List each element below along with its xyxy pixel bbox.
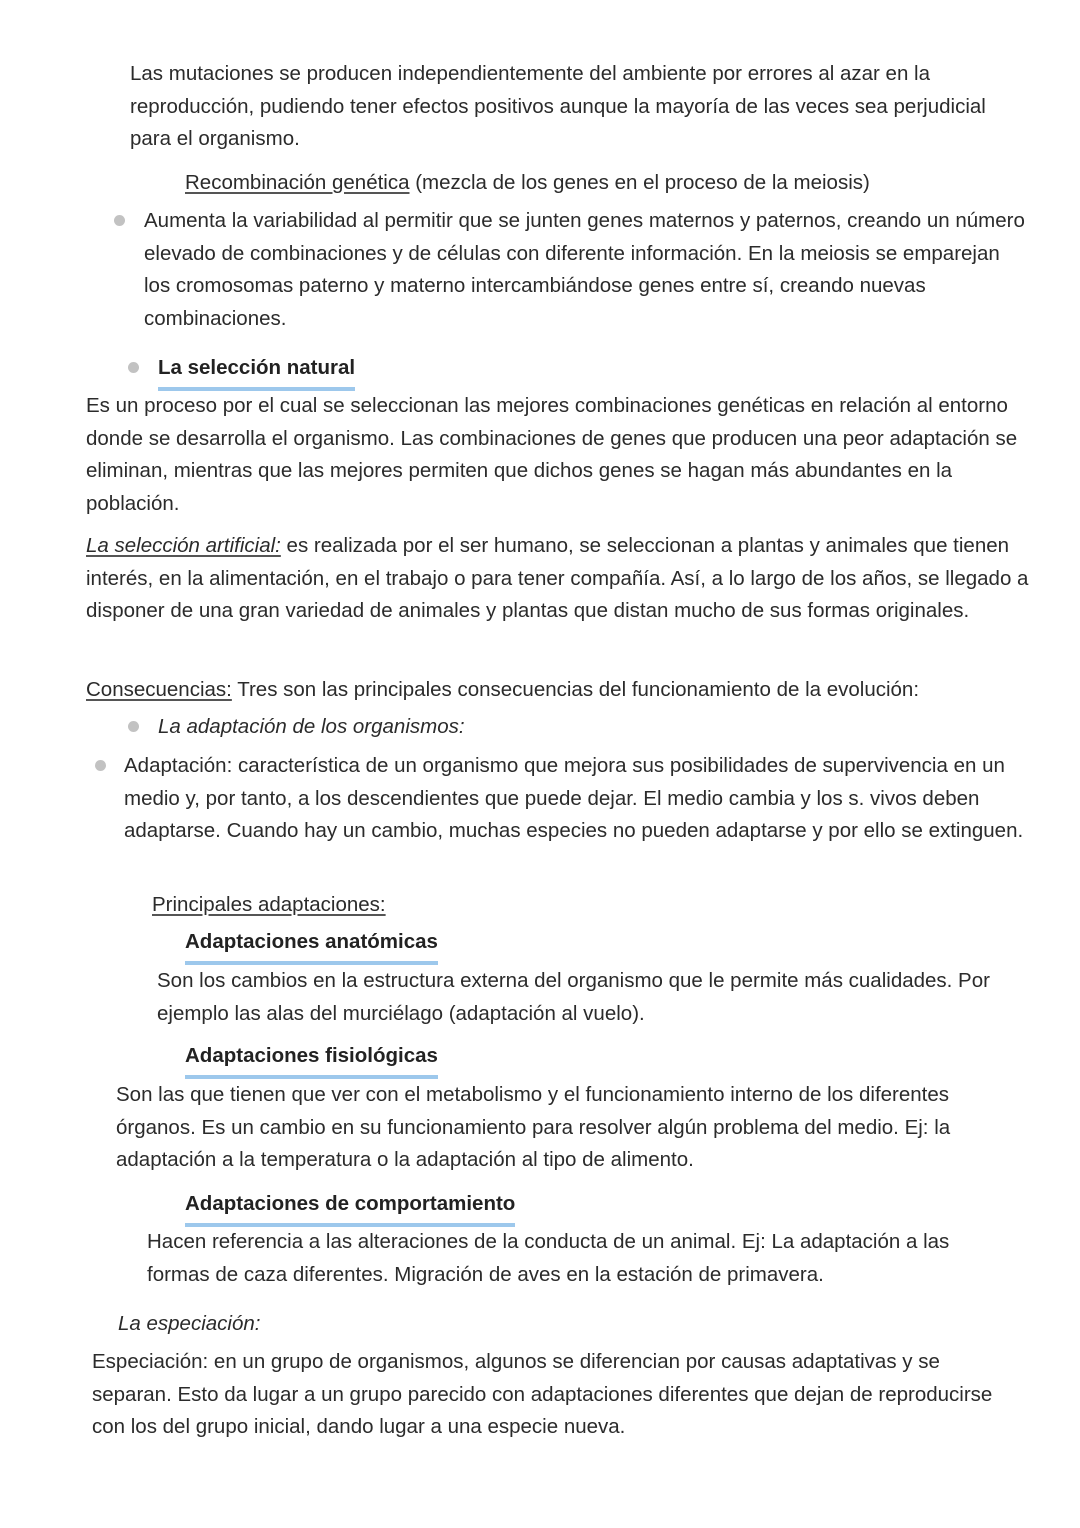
seleccion-artificial-text: es realizada por el ser humano, se seleccionan a plantas y animales que tienen interés, en la alimentación, en el trabajo o para tener compañía. Así, a lo largo de los años, se llegado a disponer de una gran variedad de animales y plantas que distan mucho de sus formas originales. bbox=[86, 534, 1029, 623]
anatomicas-heading: Adaptaciones anatómicas bbox=[185, 926, 438, 965]
bullet-dot-icon bbox=[128, 721, 139, 732]
especiacion-heading: La especiación: bbox=[118, 1312, 261, 1335]
seleccion-natural-heading-line bbox=[158, 352, 355, 391]
principales-adaptaciones bbox=[152, 889, 386, 922]
fisiologicas-paragraph: Son las que tienen que ver con el metabolismo y el funcionamiento interno de los diferentes órganos. Es un cambio en su funcionamiento para resolver algún problema del medio. Ej: la adaptación a la temperatura o la adaptación al tipo de alimento. bbox=[116, 1083, 951, 1172]
principales-adaptaciones-label: Principales adaptaciones: bbox=[152, 893, 386, 916]
comportamiento-paragraph: Hacen referencia a las alteraciones de la conducta de un animal. Ej: La adaptación a las formas de caza diferentes. Migración de aves en la estación de primavera. bbox=[147, 1230, 950, 1286]
especiacion-paragraph: Especiación: en un grupo de organismos, algunos se diferencian por causas adaptativas y se separan. Esto da lugar a un grupo parecido con adaptaciones diferentes que dejan de reproducirse con los del grupo inicial, dando lugar a una especie nueva. bbox=[92, 1350, 993, 1439]
anatomicas-heading-line bbox=[185, 926, 438, 965]
fisiologicas-heading-line bbox=[185, 1040, 438, 1079]
consecuencias-paragraph bbox=[86, 674, 1041, 707]
consecuencias-label: Consecuencias: bbox=[86, 678, 232, 701]
seleccion-artificial-paragraph bbox=[86, 530, 1041, 628]
recombinacion-title: Recombinación genética bbox=[185, 171, 410, 194]
seleccion-natural-heading: La selección natural bbox=[158, 352, 355, 391]
seleccion-artificial-label: La selección artificial: bbox=[86, 534, 281, 557]
comportamiento-heading-line bbox=[185, 1188, 515, 1227]
fisiologicas-heading: Adaptaciones fisiológicas bbox=[185, 1040, 438, 1079]
bullet-dot-icon bbox=[95, 760, 106, 771]
recombinacion-heading bbox=[185, 167, 1045, 200]
anatomicas-paragraph: Son los cambios en la estructura externa del organismo que le permite más cualidades. Por ejemplo las alas del murciélago (adaptación al vuelo). bbox=[157, 969, 990, 1025]
recombinacion-bullet: Aumenta la variabilidad al permitir que se junten genes maternos y paternos, creando un número elevado de combinaciones y de células con diferente información. En la meiosis se emparejan los cromosomas paterno y materno intercambiándose genes entre sí, creando nuevas combinaciones. bbox=[144, 209, 1025, 330]
recombinacion-subtitle: (mezcla de los genes en el proceso de la meiosis) bbox=[409, 171, 870, 194]
seleccion-natural-paragraph: Es un proceso por el cual se seleccionan las mejores combinaciones genéticas en relación al entorno donde se desarrolla el organismo. Las combinaciones de genes que producen una peor adaptación se eliminan, mientras que las mejores permiten que dichos genes se hagan más abundantes en la población. bbox=[86, 394, 1018, 515]
mutaciones-paragraph: Las mutaciones se producen independientemente del ambiente por errores al azar en la reproducción, pudiendo tener efectos positivos aunque la mayoría de las veces sea perjudicial para el organismo. bbox=[130, 62, 986, 151]
consecuencias-text: Tres son las principales consecuencias del funcionamiento de la evolución: bbox=[231, 678, 920, 701]
bullet-dot-icon bbox=[114, 215, 125, 226]
adaptacion-bullet: Adaptación: característica de un organismo que mejora sus posibilidades de supervivencia en un medio y, por tanto, a los descendientes que puede dejar. El medio cambia y los s. vivos deben adaptarse. Cuando hay un cambio, muchas especies no pueden adaptarse y por ello se extinguen. bbox=[124, 754, 1024, 843]
comportamiento-heading: Adaptaciones de comportamiento bbox=[185, 1188, 515, 1227]
bullet-dot-icon bbox=[128, 362, 139, 373]
adaptacion-heading: La adaptación de los organismos: bbox=[158, 715, 465, 738]
